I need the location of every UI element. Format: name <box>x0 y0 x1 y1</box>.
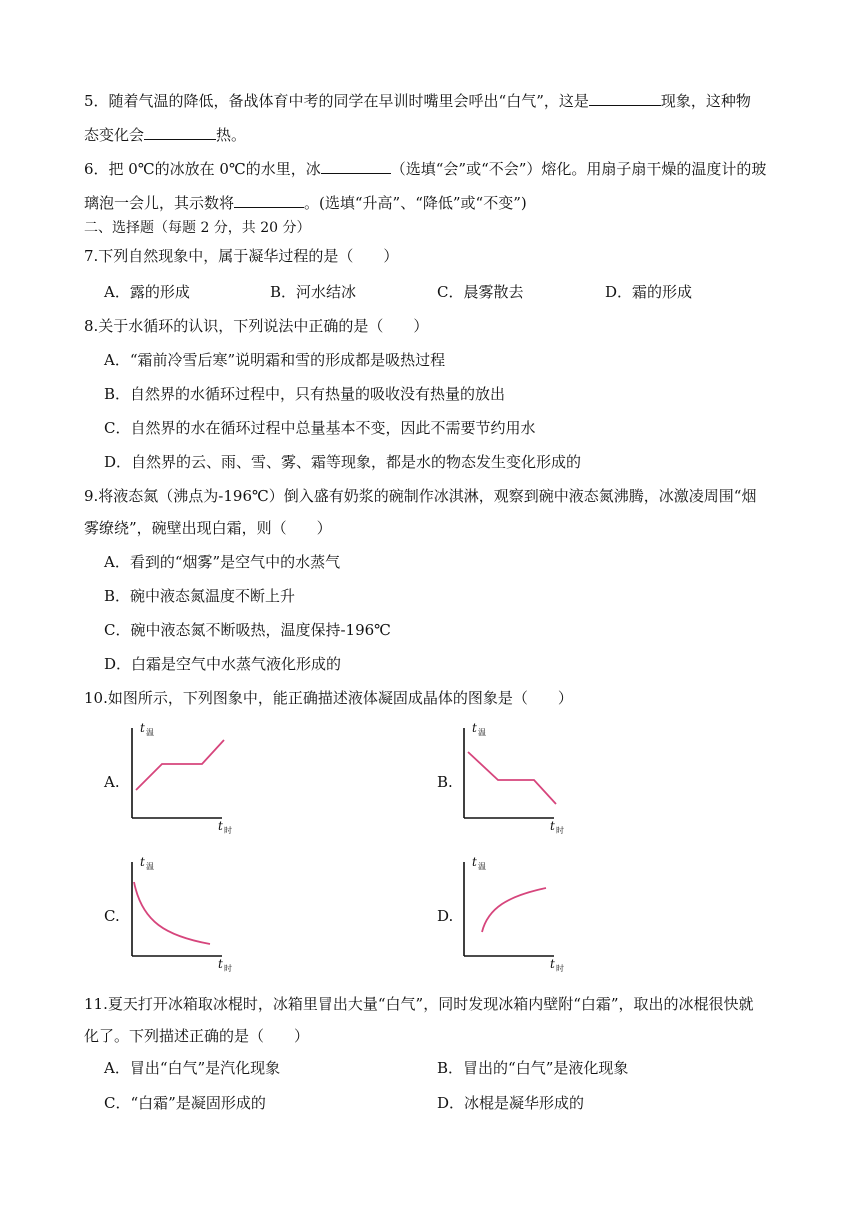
y-axis-label: t <box>472 721 477 735</box>
q6-line2 <box>84 192 527 213</box>
graph-a <box>126 718 246 838</box>
q11-stem-line1: 11.夏天打开冰箱取冰棍时，冰箱里冒出大量“白气”，同时发现冰箱内壁附“白霜”，取出的冰棍很快就 <box>84 995 754 1013</box>
q8-option-a[interactable]: A．“霜前冷雪后寒”说明霜和雪的形成都是吸热过程 <box>104 351 446 369</box>
q6-line1 <box>84 158 766 179</box>
graph-b <box>458 718 578 838</box>
q7-option-c[interactable]: C．晨雾散去 <box>437 283 524 301</box>
q6-text-c: 璃泡一会儿，其示数将 <box>84 194 235 212</box>
y-axis-sub: 温 <box>478 862 486 871</box>
graph-c <box>126 852 246 972</box>
q9-option-d[interactable]: D．白霜是空气中水蒸气液化形成的 <box>104 655 342 673</box>
q6-text-b: （选填“会”或“不会”）熔化。用扇子扇干燥的温度计的玻 <box>390 160 767 178</box>
q11-stem-line2: 化了。下列描述正确的是（ ） <box>84 1027 310 1045</box>
q9-stem-line2: 雾缭绕”，碗壁出现白霜，则（ ） <box>84 519 332 537</box>
q5-text-a: 5．随着气温的降低，备战体育中考的同学在早训时嘴里会呼出“白气”，这是 <box>84 92 589 110</box>
graph-d <box>458 852 578 972</box>
y-axis-sub: 温 <box>478 728 486 737</box>
q8-option-b[interactable]: B．自然界的水循环过程中，只有热量的吸收没有热量的放出 <box>104 385 506 403</box>
y-axis-sub: 温 <box>146 728 154 737</box>
curve-c <box>134 882 210 944</box>
curve-b <box>468 752 556 804</box>
q6-text-a: 6．把 0℃的冰放在 0℃的水里，冰 <box>84 160 321 178</box>
q11-option-a[interactable]: A．冒出“白气”是汽化现象 <box>104 1059 281 1077</box>
x-axis-sub: 时 <box>556 826 564 835</box>
q5-text-c: 态变化会 <box>84 126 145 144</box>
y-axis-label: t <box>140 721 145 735</box>
q9-option-a[interactable]: A．看到的“烟雾”是空气中的水蒸气 <box>104 553 341 571</box>
q6-blank-2[interactable] <box>234 192 304 208</box>
q5-line1 <box>84 90 751 111</box>
q8-option-c[interactable]: C．自然界的水在循环过程中总量基本不变，因此不需要节约用水 <box>104 419 536 437</box>
q10-option-a[interactable]: A. <box>104 773 120 791</box>
x-axis-label: t <box>218 819 223 833</box>
x-axis-label: t <box>218 957 223 971</box>
q6-text-d: 。(选填“升高”、“降低”或“不变”) <box>304 194 527 212</box>
x-axis-label: t <box>550 819 555 833</box>
y-axis-label: t <box>140 855 145 869</box>
q7-option-d[interactable]: D．霜的形成 <box>605 283 693 301</box>
q8-option-d[interactable]: D．自然界的云、雨、雪、雾、霜等现象，都是水的物态发生变化形成的 <box>104 453 582 471</box>
q7-stem: 7.下列自然现象中，属于凝华过程的是（ ） <box>84 247 399 265</box>
q9-option-c[interactable]: C．碗中液态氮不断吸热，温度保持-196℃ <box>104 621 391 639</box>
x-axis-sub: 时 <box>224 964 232 973</box>
q5-blank-1[interactable] <box>589 90 661 106</box>
q11-option-d[interactable]: D．冰棍是凝华形成的 <box>437 1094 585 1112</box>
x-axis-sub: 时 <box>224 826 232 835</box>
q8-stem: 8.关于水循环的认识，下列说法中正确的是（ ） <box>84 317 429 335</box>
x-axis-label: t <box>550 957 555 971</box>
q10-option-c[interactable]: C. <box>104 907 120 925</box>
y-axis-label: t <box>472 855 477 869</box>
curve-a <box>136 740 224 790</box>
q9-stem-line1: 9.将液态氮（沸点为-196℃）倒入盛有奶浆的碗制作冰淇淋，观察到碗中液态氮沸腾，冰激凌周围“烟 <box>84 487 757 505</box>
x-axis-sub: 时 <box>556 964 564 973</box>
q5-blank-2[interactable] <box>144 124 216 140</box>
q11-option-b[interactable]: B．冒出的“白气”是液化现象 <box>437 1059 629 1077</box>
y-axis-sub: 温 <box>146 862 154 871</box>
q6-blank-1[interactable] <box>321 158 391 174</box>
q11-option-c[interactable]: C．“白霜”是凝固形成的 <box>104 1094 266 1112</box>
q7-option-a[interactable]: A．露的形成 <box>104 283 190 301</box>
q10-stem: 10.如图所示，下列图象中，能正确描述液体凝固成晶体的图象是（ ） <box>84 689 573 707</box>
q5-text-b: 现象，这种物 <box>660 92 751 110</box>
q5-line2 <box>84 124 246 145</box>
q9-option-b[interactable]: B．碗中液态氮温度不断上升 <box>104 587 296 605</box>
q10-option-b[interactable]: B. <box>437 773 453 791</box>
q10-option-d[interactable]: D. <box>437 907 454 925</box>
q5-text-d: 热。 <box>216 126 247 144</box>
q7-option-b[interactable]: B．河水结冰 <box>270 283 357 301</box>
curve-d <box>482 888 546 932</box>
section-heading: 二、选择题（每题 2 分，共 20 分） <box>84 220 311 236</box>
